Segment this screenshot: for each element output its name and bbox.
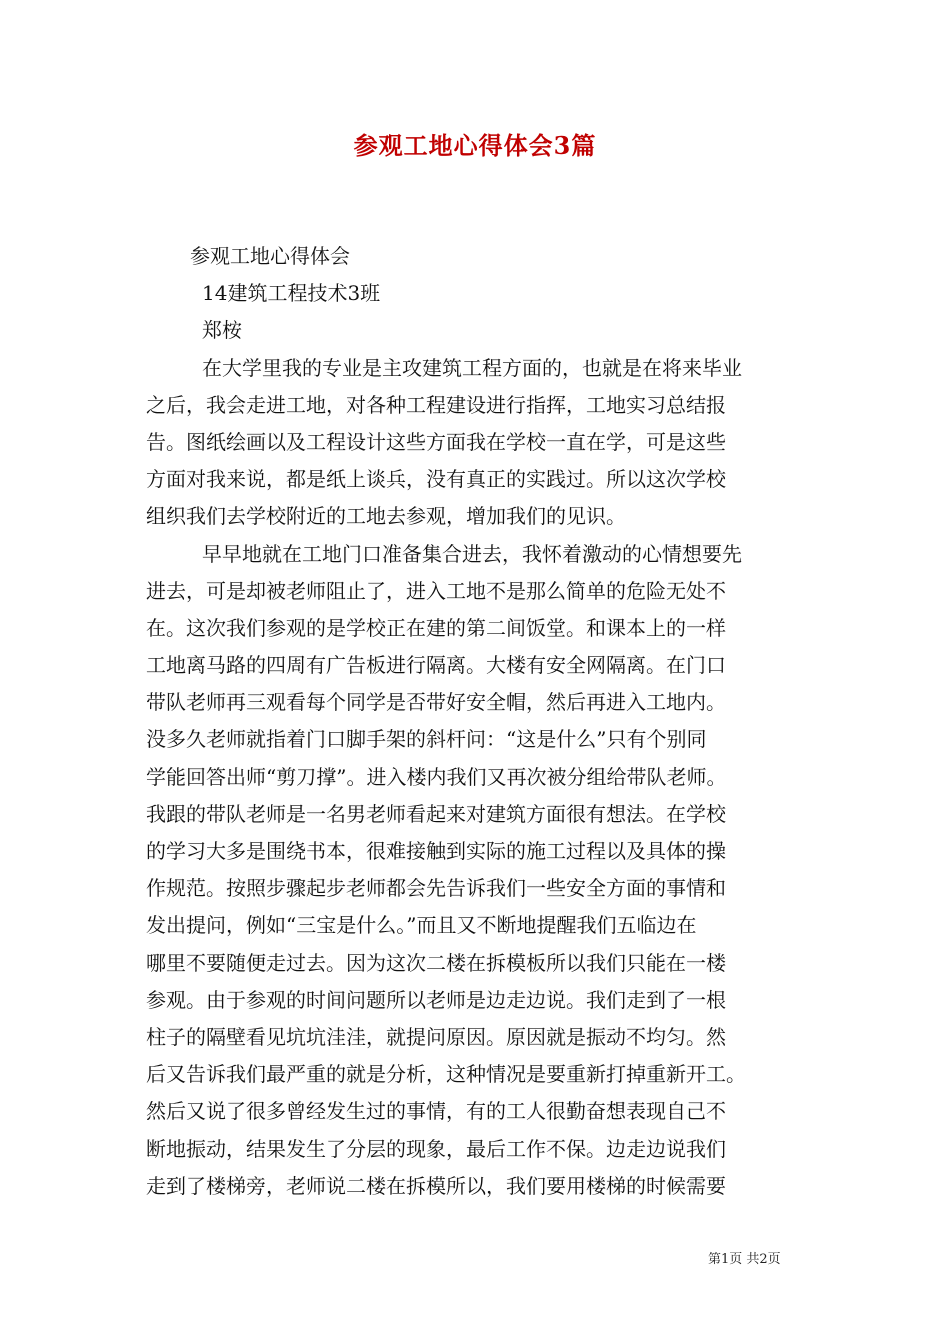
text-line: 组织我们去学校附近的工地去参观，增加我们的见识。 [146, 504, 626, 529]
text-line: 的学习大多是围绕书本，很难接触到实际的施工过程以及具体的操 [146, 839, 726, 863]
text-line: 早早地就在工地门口准备集合进去，我怀着激动的心情想要先 [202, 541, 742, 566]
text-line: 没多久老师就指着门口脚手架的斜杆问：“这是什么”只有个别同 [146, 727, 707, 752]
text-line: 在大学里我的专业是主攻建筑工程方面的，也就是在将来毕业 [202, 355, 742, 380]
page-number: 第1页 共2页 [708, 1252, 781, 1267]
text-line: 然后又说了很多曾经发生过的事情，有的工人很勤奋想表现自己不 [146, 1099, 726, 1124]
text-line: 断地振动，结果发生了分层的现象，最后工作不保。边走边说我们 [146, 1136, 726, 1161]
text-line: 告。图纸绘画以及工程设计这些方面我在学校一直在学，可是这些 [146, 429, 726, 454]
class-name: 14建筑工程技术3班 [202, 281, 381, 306]
text-line: 工地离马路的四周有广告板进行隔离。大楼有安全网隔离。在门口 [146, 653, 726, 678]
text-line: 作规范。按照步骤起步老师都会先告诉我们一些安全方面的事情和 [146, 876, 726, 901]
document-title: 参观工地心得体会3篇 [353, 131, 597, 160]
text-line: 走到了楼梯旁，老师说二楼在拆模所以，我们要用楼梯的时候需要 [146, 1173, 726, 1198]
text-line: 之后，我会走进工地，对各种工程建设进行指挥，工地实习总结报 [146, 392, 726, 417]
text-line: 带队老师再三观看每个同学是否带好安全帽，然后再进入工地内。 [146, 690, 726, 715]
text-line: 在。这次我们参观的是学校正在建的第二间饭堂。和课本上的一样 [146, 615, 726, 640]
author-name: 郑桉 [202, 318, 242, 343]
text-line: 我跟的带队老师是一名男老师看起来对建筑方面很有想法。在学校 [146, 801, 726, 826]
text-line: 方面对我来说，都是纸上谈兵，没有真正的实践过。所以这次学校 [146, 467, 726, 492]
text-line: 发出提问，例如“三宝是什么。”而且又不断地提醒我们五临边在 [146, 913, 697, 938]
text-line: 后又告诉我们最严重的就是分析，这种情况是要重新打掉重新开工。 [146, 1062, 746, 1087]
text-line: 参观。由于参观的时间问题所以老师是边走边说。我们走到了一根 [146, 987, 726, 1012]
text-line: 学能回答出师“剪刀撑”。进入楼内我们又再次被分组给带队老师。 [146, 764, 727, 789]
paragraph-lines [146, 350, 816, 1205]
text-line: 柱子的隔壁看见坑坑洼洼，就提问原因。原因就是振动不均匀。然 [146, 1024, 726, 1049]
section-heading: 参观工地心得体会 [190, 244, 350, 268]
text-line: 哪里不要随便走过去。因为这次二楼在拆模板所以我们只能在一楼 [146, 950, 726, 975]
document-body [146, 238, 816, 1205]
text-line: 进去，可是却被老师阻止了，进入工地不是那么简单的危险无处不 [146, 578, 726, 603]
